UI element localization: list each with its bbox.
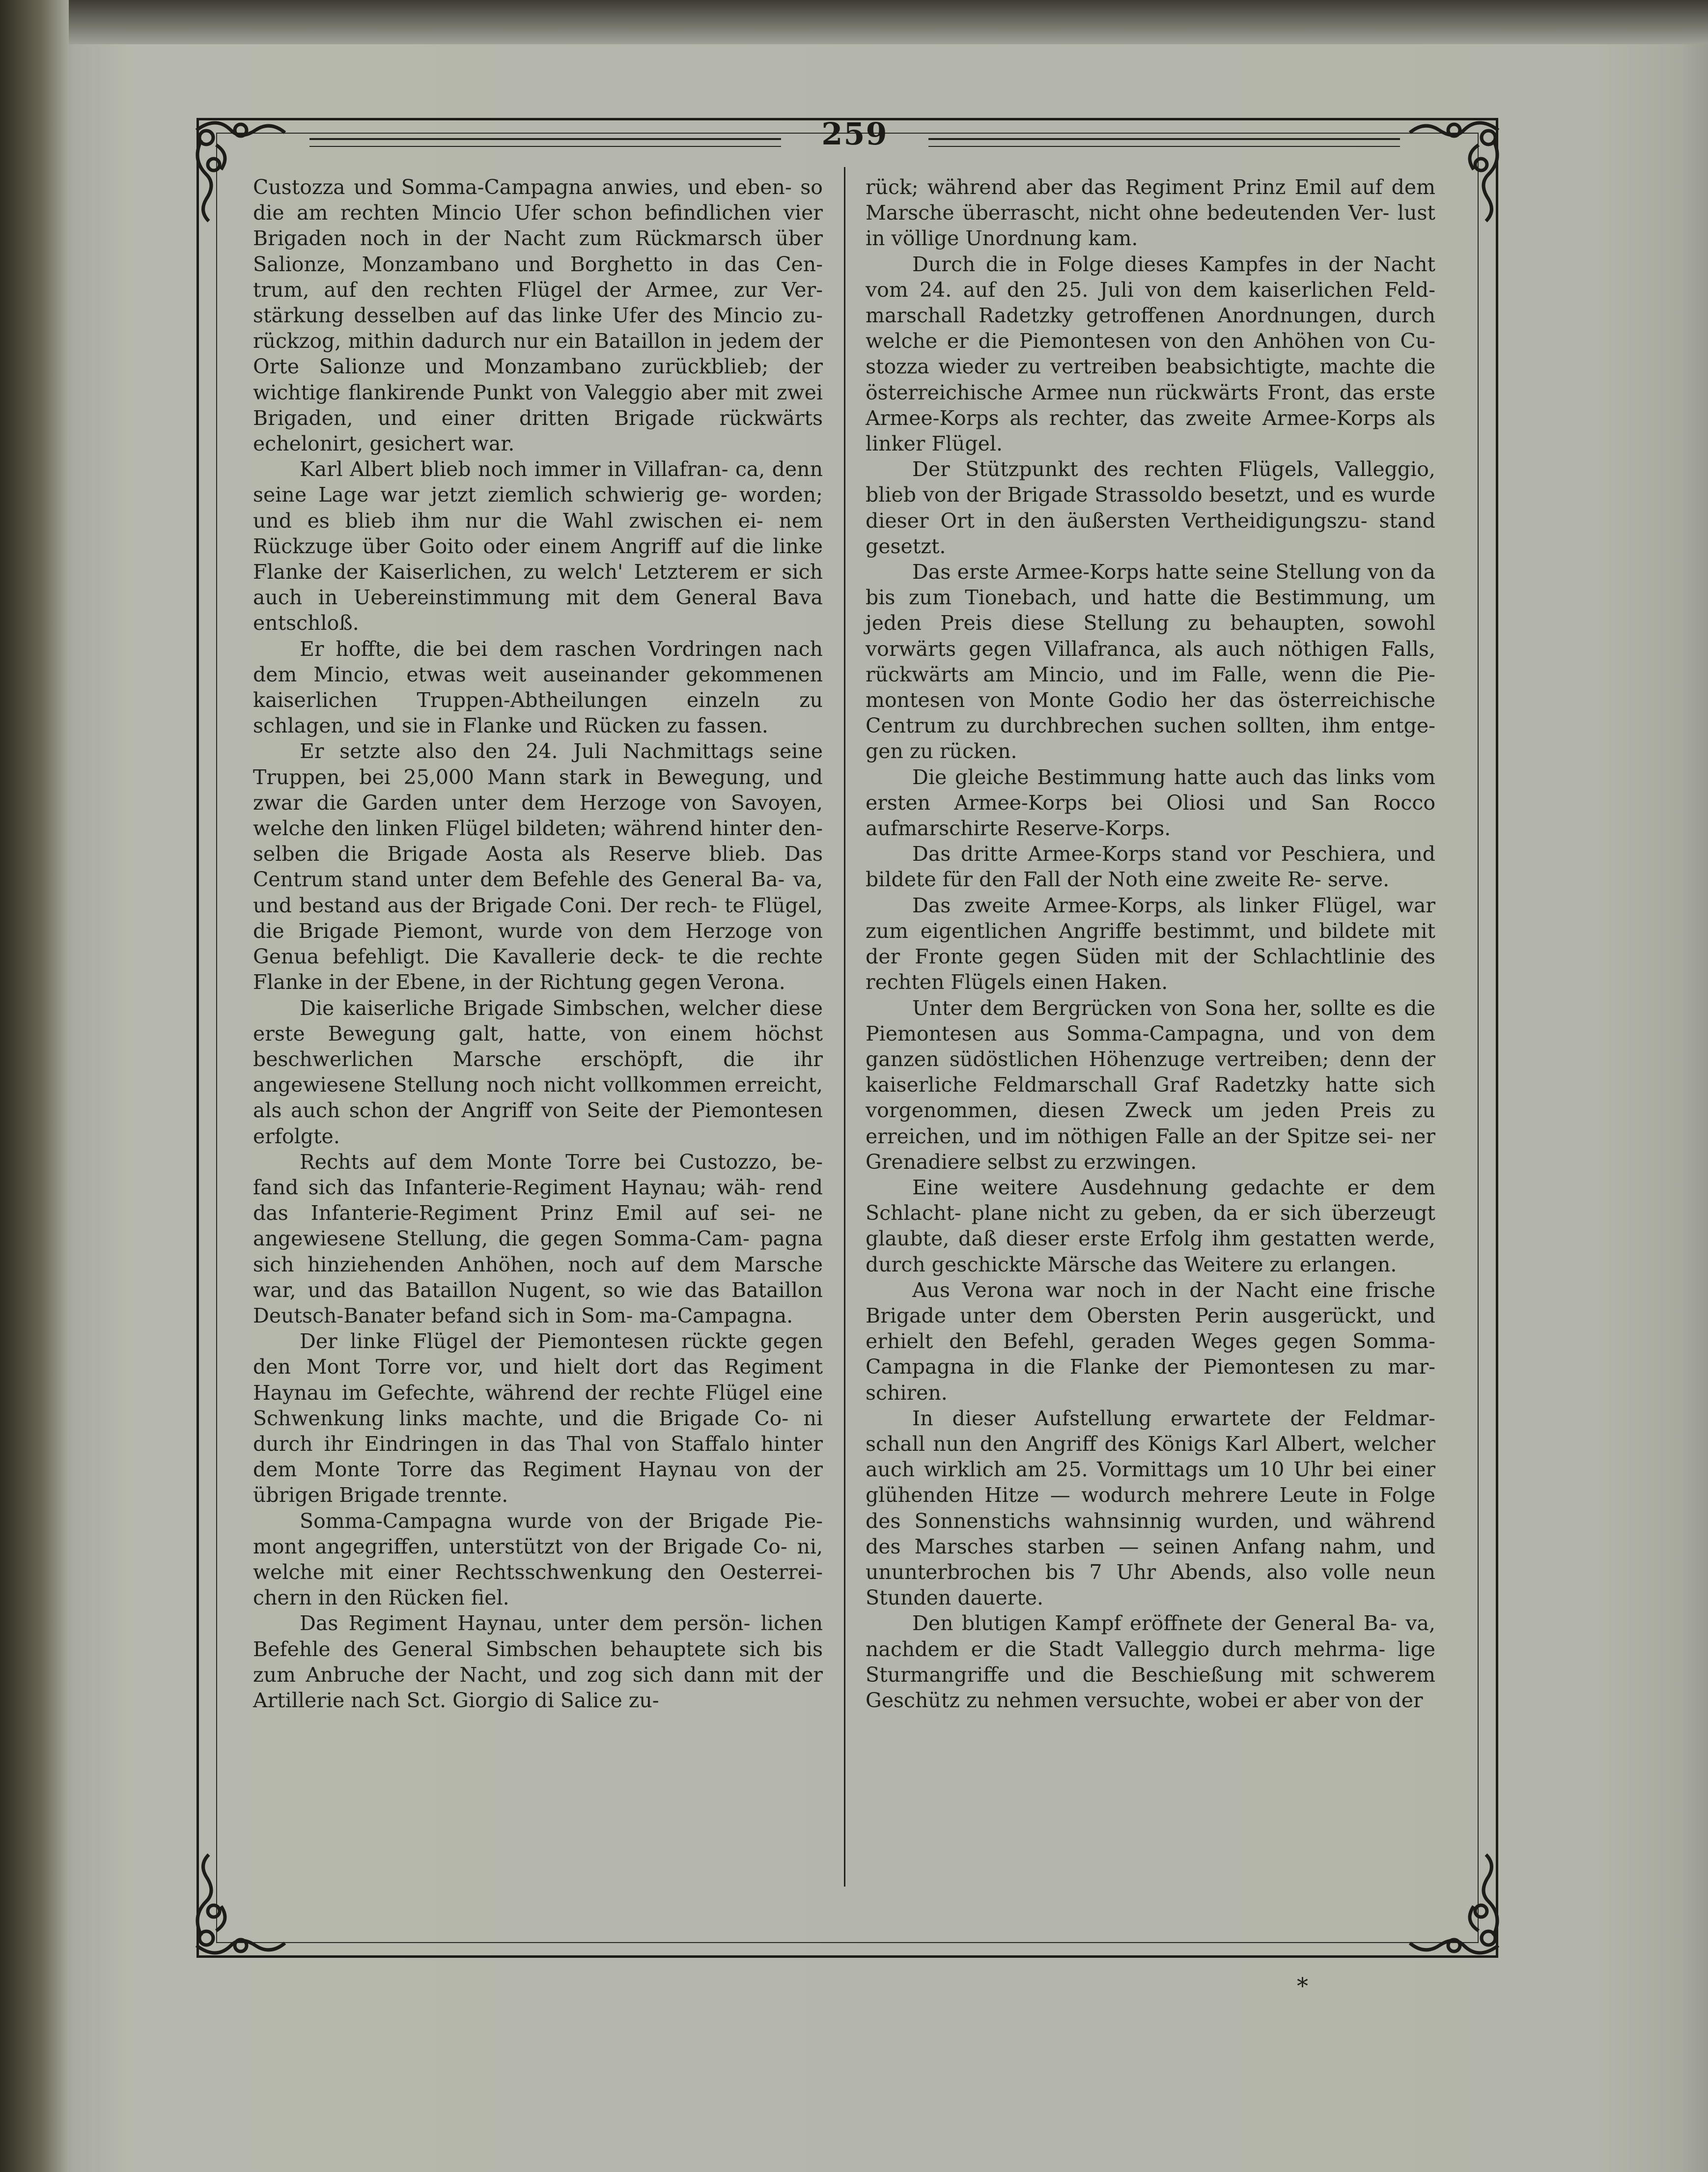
page-header (309, 116, 1400, 160)
header-rule-left (309, 138, 781, 147)
paragraph: Das zweite Armee-Korps, als linker Flügel, war zum eigentlichen Angriffe bestimmt, und bildete mit der Fronte gegen Süden mit der Schlachtlinie des rechten Flügels einen Haken. (866, 893, 1435, 994)
paragraph: Eine weitere Ausdehnung gedachte er dem Schlacht- plane nicht zu geben, da er sich überzeugt glaubte, daß dieser erste Erfolg ihm gestatten werde, durch geschickte Märsche das Weitere zu erlangen. (866, 1175, 1435, 1276)
paragraph: Die gleiche Bestimmung hatte auch das links vom ersten Armee-Korps bei Oliosi und San Rocco aufmarschirte Reserve-Korps. (866, 765, 1435, 841)
paragraph: Das Regiment Haynau, unter dem persön- lichen Befehle des General Simbschen behauptete sich bis zum Anbruche der Nacht, und zog sich dann mit der Artillerie nach Sct. Giorgio di Salice zu- (253, 1611, 823, 1712)
paragraph: Durch die in Folge dieses Kampfes in der Nacht vom 24. auf den 25. Juli von dem kaiserlichen Feld- marschall Radetzky getroffenen Anordnungen, durch welche er die Piemontesen von den Anhöhen von Cu- stozza wieder zu vertreiben beabsichtigte, machte die österreichische Armee nun rückwärts Front, das erste Armee-Korps als rechter, das zweite Armee-Korps als linker Flügel. (866, 252, 1435, 456)
column-divider (844, 167, 845, 1887)
paragraph: Die kaiserliche Brigade Simbschen, welcher diese erste Bewegung galt, hatte, von einem höchst beschwerlichen Marsche erschöpft, die ihr angewiesene Stellung noch nicht vollkommen erreicht, als auch schon der Angriff von Seite der Piemontesen erfolgte. (253, 996, 823, 1148)
paragraph: Der Stützpunkt des rechten Flügels, Valleggio, blieb von der Brigade Strassoldo besetzt, und es wurde dieser Ort in den äußersten Vertheidigungszu- stand gesetzt. (866, 457, 1435, 558)
paragraph: Er hoffte, die bei dem raschen Vordringen nach dem Mincio, etwas weit auseinander gekommenen kaiserlichen Truppen-Abtheilungen einzeln zu schlagen, und sie in Flanke und Rücken zu fassen. (253, 637, 823, 738)
page-number: 259 (821, 116, 888, 152)
paragraph: Rechts auf dem Monte Torre bei Custozzo, be- fand sich das Infanterie-Regiment Haynau; wäh- rend das Infanterie-Regiment Prinz Emil auf sei- ne angewiesene Stellung, die gegen Somma-Cam- pagna sich hinziehenden Anhöhen, noch auf dem Marsche war, und das Bataillon Nugent, so wie das Bataillon Deutsch-Banater befand sich in Som- ma-Campagna. (253, 1150, 823, 1327)
signature-mark: * (1297, 1973, 1308, 1999)
header-rule-right (928, 138, 1400, 147)
left-column (253, 174, 823, 1894)
binding-gutter (0, 0, 69, 2172)
paragraph: Das dritte Armee-Korps stand vor Peschiera, und bildete für den Fall der Noth eine zweite Re- serve. (866, 842, 1435, 892)
paragraph: In dieser Aufstellung erwartete der Feldmar- schall nun den Angriff des Königs Karl Albert, welcher auch wirklich am 25. Vormittags um 10 Uhr bei einer glühenden Hitze — wodurch mehrere Leute in Folge des Sonnenstichs wahnsinnig wurden, und während des Marsches starben — seinen Anfang nahm, und ununterbrochen bis 7 Uhr Abends, also volle neun Stunden dauerte. (866, 1406, 1435, 1610)
paragraph: Custozza und Somma-Campagna anwies, und eben- so die am rechten Mincio Ufer schon befindlichen vier Brigaden noch in der Nacht zum Rückmarsch über Salionze, Monzambano und Borghetto in das Cen- trum, auf den rechten Flügel der Armee, zur Ver- stärkung desselben auf das linke Ufer des Mincio zu- rückzog, mithin dadurch nur ein Bataillon in jedem der Orte Salionze und Monzambano zurückblieb; der wichtige flankirende Punkt von Valeggio aber mit zwei Brigaden, und einer dritten Brigade rückwärts echelonirt, gesichert war. (253, 175, 823, 456)
paragraph: Unter dem Bergrücken von Sona her, sollte es die Piemontesen aus Somma-Campagna, und von dem ganzen südöstlichen Höhenzuge vertreiben; denn der kaiserliche Feldmarschall Graf Radetzky hatte sich vorgenommen, diesen Zweck um jeden Preis zu erreichen, und im nöthigen Falle an der Spitze sei- ner Grenadiere selbst zu erzwingen. (866, 996, 1435, 1174)
paragraph: Karl Albert blieb noch immer in Villafran- ca, denn seine Lage war jetzt ziemlich schwierig ge- worden; und es blieb ihm nur die Wahl zwischen ei- nem Rückzuge über Goito oder einem Angriff auf die linke Flanke der Kaiserlichen, zu welch' Letzterem er sich auch in Uebereinstimmung mit dem General Bava entschloß. (253, 457, 823, 635)
paragraph: Das erste Armee-Korps hatte seine Stellung von da bis zum Tionebach, und hatte die Bestimmung, um jeden Preis diese Stellung zu behaupten, sowohl vorwärts gegen Villafranca, als auch nöthigen Falls, rückwärts am Mincio, und im Falle, wenn die Pie- montesen von Monte Godio her das österreichische Centrum zu durchbrechen suchen sollten, ihm entge- gen zu rücken. (866, 560, 1435, 763)
paragraph: rück; während aber das Regiment Prinz Emil auf dem Marsche überrascht, nicht ohne bedeutenden Ver- lust in völlige Unordnung kam. (866, 175, 1435, 251)
right-column (866, 174, 1435, 1894)
paragraph: Somma-Campagna wurde von der Brigade Pie- mont angegriffen, unterstützt von der Brigade Co- ni, welche mit einer Rechtsschwenkung den Oesterrei- chern in den Rücken fiel. (253, 1509, 823, 1610)
paragraph: Er setzte also den 24. Juli Nachmittags seine Truppen, bei 25,000 Mann stark in Bewegung, und zwar die Garden unter dem Herzoge von Savoyen, welche den linken Flügel bildeten; während hinter den- selben die Brigade Aosta als Reserve blieb. Das Centrum stand unter dem Befehle des General Ba- va, und bestand aus der Brigade Coni. Der rech- te Flügel, die Brigade Piemont, wurde von dem Herzoge von Genua befehligt. Die Kavallerie deck- te die rechte Flanke in der Ebene, in der Richtung gegen Verona. (253, 739, 823, 994)
paragraph: Aus Verona war noch in der Nacht eine frische Brigade unter dem Obersten Perin ausgerückt, und erhielt den Befehl, geraden Weges gegen Somma- Campagna in die Flanke der Piemontesen zu mar- schiren. (866, 1278, 1435, 1405)
paragraph: Der linke Flügel der Piemontesen rückte gegen den Mont Torre vor, und hielt dort das Regiment Haynau im Gefechte, während der rechte Flügel eine Schwenkung links machte, und die Brigade Co- ni durch ihr Eindringen in das Thal von Staffalo hinter dem Monte Torre das Regiment Haynau von der übrigen Brigade trennte. (253, 1329, 823, 1507)
paragraph: Den blutigen Kampf eröffnete der General Ba- va, nachdem er die Stadt Valleggio durch mehrma- lige Sturmangriffe und die Beschießung mit schwerem Geschütz zu nehmen versuchte, wobei er aber von der (866, 1611, 1435, 1712)
